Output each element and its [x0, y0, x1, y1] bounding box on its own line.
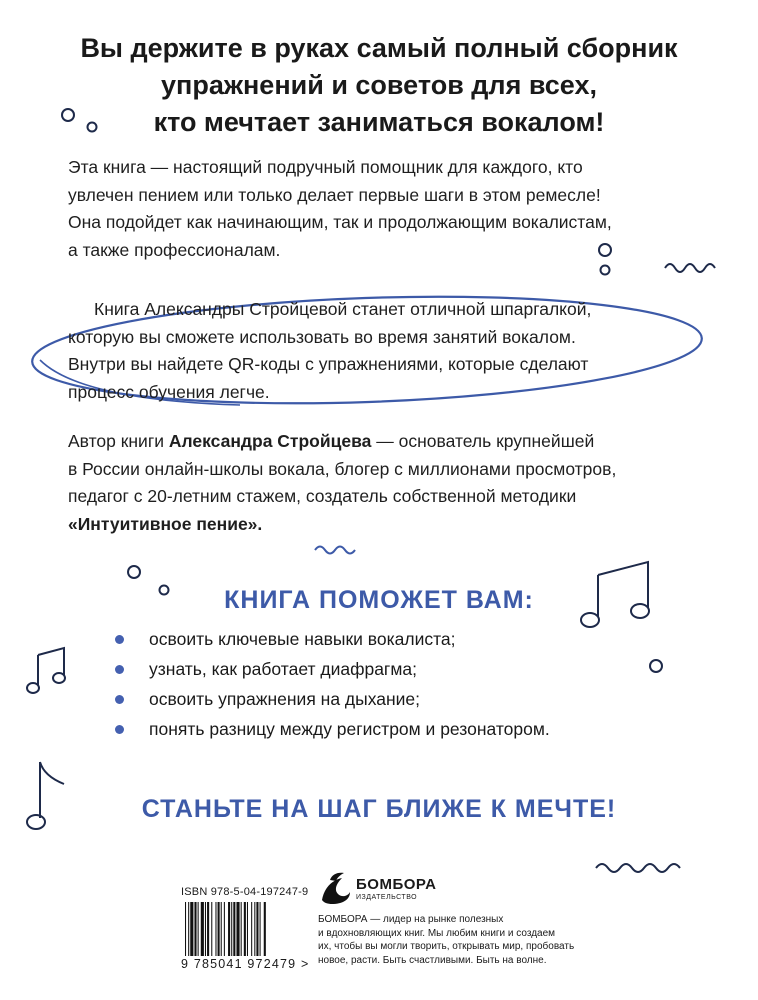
author-line: педагог с 20-летним стажем, создатель собственной методики [68, 486, 577, 506]
author-paragraph [68, 428, 616, 538]
benefit-item [115, 686, 675, 716]
headline-line: кто мечтает заниматься вокалом! [153, 107, 605, 137]
doodle-wave-icon [315, 547, 355, 554]
author-name: Александра Стройцева [168, 431, 372, 451]
benefit-item [115, 656, 675, 686]
circled-paragraph [68, 296, 591, 406]
publisher-blurb-line: и вдохновляющих книг. Мы любим книги и создаем [318, 927, 556, 939]
music-note-icon [27, 648, 65, 693]
isbn-label: ISBN 978-5-04-197247-9 [181, 886, 309, 898]
author-line: в России онлайн-школы вокала, блогер с миллионами просмотров, [68, 458, 617, 479]
intro-line: а также профессионалам. [68, 239, 281, 260]
intro-line: Она подойдет как начинающим, так и продолжающим вокалистам, [68, 212, 612, 232]
headline-line: Вы держите в руках самый полный сборник [80, 33, 678, 63]
bullet-dot-icon [115, 725, 124, 734]
author-line [68, 428, 616, 456]
publisher-blurb [318, 913, 575, 967]
bullet-dot-icon [115, 695, 124, 704]
circled-line: процесс обучения легче. [68, 381, 270, 402]
headline-line: упражнений и советов для всех, [161, 70, 597, 100]
doodle-circle-icon [128, 566, 140, 578]
intro-line: Эта книга — настоящий подручный помощник для каждого, кто [68, 157, 583, 177]
publisher-logo-sub: ИЗДАТЕЛЬСТВО [356, 894, 418, 901]
publisher-logo-name: БОМБОРА [356, 876, 437, 893]
author-prefix: Автор книги [68, 431, 169, 451]
barcode-number: 9 785041 972479 > [181, 957, 310, 971]
publisher-blurb-line: БОМБОРА — лидер на рынке полезных [318, 914, 504, 925]
benefit-text: освоить ключевые навыки вокалиста; [149, 629, 456, 649]
author-line-rest: — основатель крупнейшей [371, 431, 595, 451]
author-line [68, 511, 616, 539]
circled-line: Книга Александры Стройцевой станет отличной шпаргалкой, [94, 299, 592, 319]
intro-paragraph [68, 154, 612, 264]
doodle-wave-icon [596, 864, 680, 872]
section-title: КНИГА ПОМОЖЕТ ВАМ: [224, 586, 534, 614]
headline [40, 30, 718, 141]
benefit-text: освоить упражнения на дыхание; [149, 689, 421, 709]
doodle-wave-icon [665, 264, 715, 272]
intro-line: увлечен пением или только делает первые шаги в этом ремесле! [68, 184, 601, 205]
benefit-item [115, 626, 675, 656]
benefit-item [115, 716, 675, 746]
doodle-circle-icon [601, 266, 610, 275]
barcode [181, 886, 310, 974]
call-to-action: СТАНЬТЕ НА ШАГ БЛИЖЕ К МЕЧТЕ! [141, 795, 617, 823]
publisher-blurb-line: новое, расти. Быть счастливыми. Быть на волне. [318, 954, 547, 966]
benefits-list [115, 626, 675, 746]
barcode-bars-icon [185, 902, 303, 956]
circled-line: которую вы сможете использовать во время занятий вокалом. [68, 326, 576, 347]
circled-line: Внутри вы найдете QR-коды с упражнениями, которые сделают [68, 354, 589, 374]
bullet-dot-icon [115, 665, 124, 674]
bombora-wave-icon [318, 870, 352, 906]
benefit-text: узнать, как работает диафрагма; [149, 659, 417, 679]
publisher-logo [318, 870, 438, 910]
benefit-text: понять разницу между регистром и резонатором. [149, 719, 550, 739]
bullet-dot-icon [115, 635, 124, 644]
method-name: «Интуитивное пение». [68, 513, 263, 534]
publisher-blurb-line: их, чтобы вы могли творить, открывать мир, пробовать [318, 941, 575, 952]
